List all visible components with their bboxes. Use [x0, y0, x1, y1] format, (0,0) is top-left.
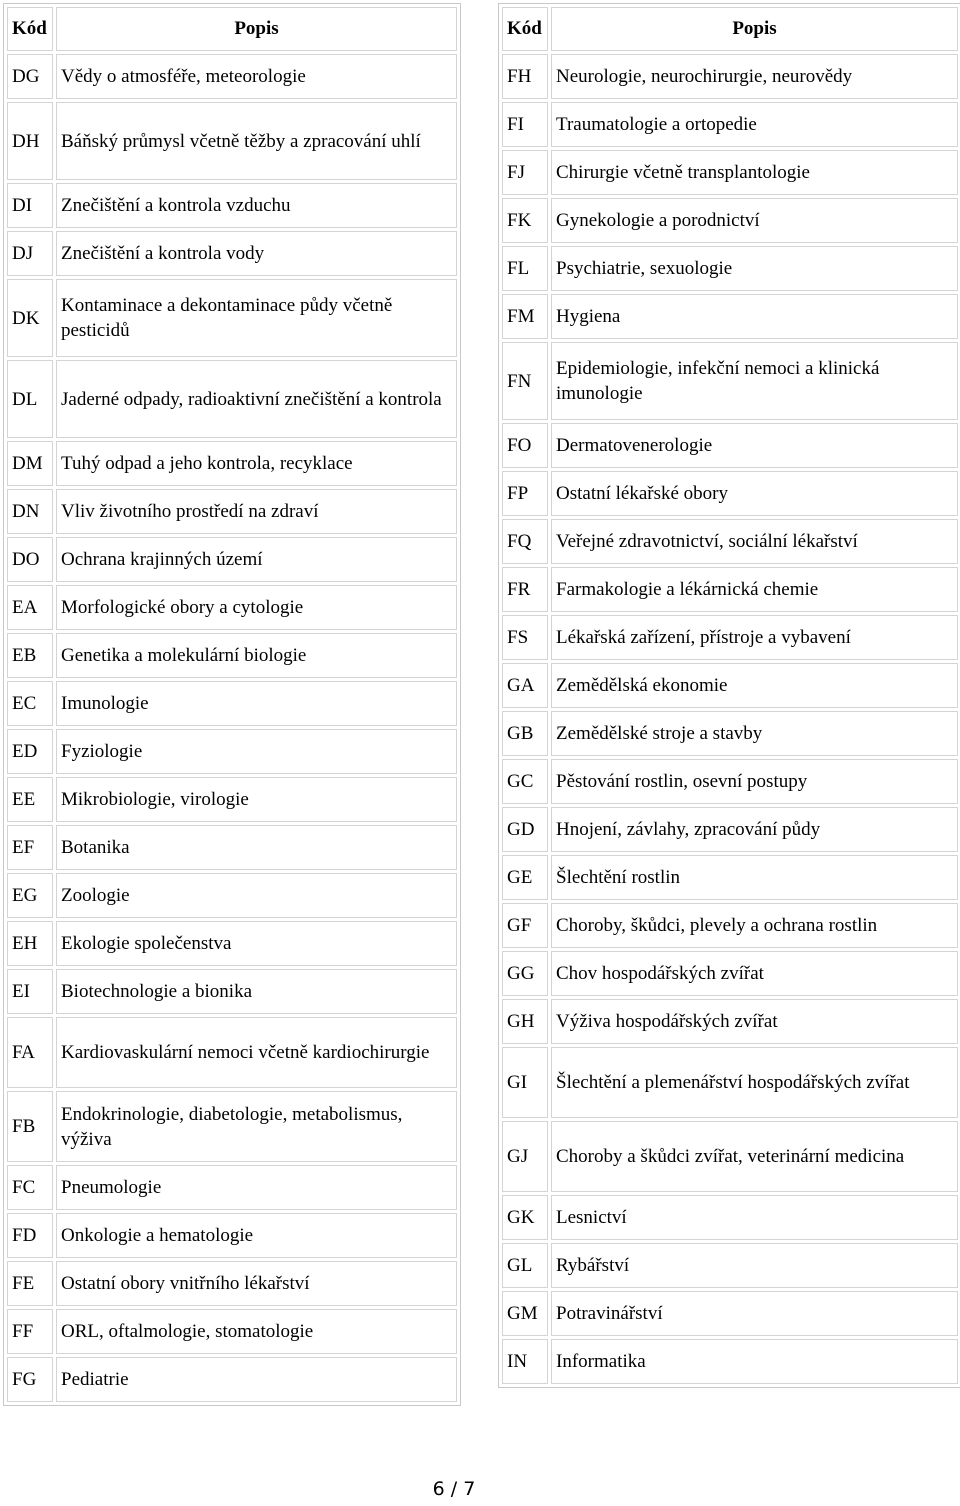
table-row — [502, 903, 958, 948]
row-code: FK — [502, 198, 548, 243]
row-description: Kardiovaskulární nemoci včetně kardiochirurgie — [56, 1017, 457, 1088]
row-code: FD — [7, 1213, 53, 1258]
row-description: Dermatovenerologie — [551, 423, 958, 468]
row-code: EF — [7, 825, 53, 870]
row-description: Výživa hospodářských zvířat — [551, 999, 958, 1044]
row-description: Genetika a molekulární biologie — [56, 633, 457, 678]
row-code: GG — [502, 951, 548, 996]
row-code: EE — [7, 777, 53, 822]
right-code-table — [498, 3, 960, 1388]
row-description: Šlechtění a plemenářství hospodářských zvířat — [551, 1047, 958, 1118]
row-code: DH — [7, 102, 53, 180]
row-description: Chov hospodářských zvířat — [551, 951, 958, 996]
table-row — [7, 1091, 457, 1162]
table-row — [7, 825, 457, 870]
row-description: Lesnictví — [551, 1195, 958, 1240]
row-description: Vědy o atmosféře, meteorologie — [56, 54, 457, 99]
row-code: DJ — [7, 231, 53, 276]
header-code: Kód — [502, 7, 548, 51]
table-row — [502, 1291, 958, 1336]
table-row — [7, 1165, 457, 1210]
table-row — [7, 231, 457, 276]
row-code: GK — [502, 1195, 548, 1240]
table-row — [502, 102, 958, 147]
row-description: Pediatrie — [56, 1357, 457, 1402]
table-row — [7, 1261, 457, 1306]
table-row — [502, 567, 958, 612]
row-description: Mikrobiologie, virologie — [56, 777, 457, 822]
row-description: Hnojení, závlahy, zpracování půdy — [551, 807, 958, 852]
table-row — [502, 150, 958, 195]
row-description: Traumatologie a ortopedie — [551, 102, 958, 147]
row-code: GI — [502, 1047, 548, 1118]
table-row — [7, 633, 457, 678]
row-description: Endokrinologie, diabetologie, metabolismus, výživa — [56, 1091, 457, 1162]
row-code: GC — [502, 759, 548, 804]
row-code: FC — [7, 1165, 53, 1210]
row-description: Jaderné odpady, radioaktivní znečištění a kontrola — [56, 360, 457, 438]
row-code: EC — [7, 681, 53, 726]
table-row — [7, 279, 457, 357]
table-row — [502, 1047, 958, 1118]
table-row — [502, 951, 958, 996]
row-description: Zemědělská ekonomie — [551, 663, 958, 708]
table-row — [502, 807, 958, 852]
row-description: Tuhý odpad a jeho kontrola, recyklace — [56, 441, 457, 486]
row-code: IN — [502, 1339, 548, 1384]
table-row — [502, 615, 958, 660]
row-description: Morfologické obory a cytologie — [56, 585, 457, 630]
table-row — [502, 198, 958, 243]
table-row — [502, 519, 958, 564]
row-description: Choroby, škůdci, plevely a ochrana rostlin — [551, 903, 958, 948]
row-description: Potravinářství — [551, 1291, 958, 1336]
row-code: ED — [7, 729, 53, 774]
row-code: EH — [7, 921, 53, 966]
table-row — [7, 873, 457, 918]
row-code: FL — [502, 246, 548, 291]
table-row — [7, 585, 457, 630]
row-description: Ostatní lékařské obory — [551, 471, 958, 516]
table-row — [7, 54, 457, 99]
row-description: Zoologie — [56, 873, 457, 918]
table-row — [502, 54, 958, 99]
row-description: Informatika — [551, 1339, 958, 1384]
row-description: Znečištění a kontrola vzduchu — [56, 183, 457, 228]
row-code: GM — [502, 1291, 548, 1336]
row-description: Chirurgie včetně transplantologie — [551, 150, 958, 195]
row-code: GA — [502, 663, 548, 708]
row-code: EB — [7, 633, 53, 678]
row-code: GB — [502, 711, 548, 756]
row-description: Psychiatrie, sexuologie — [551, 246, 958, 291]
table-row — [502, 1243, 958, 1288]
row-description: Kontaminace a dekontaminace půdy včetně pesticidů — [56, 279, 457, 357]
page-number: 6 / 7 — [432, 1478, 476, 1500]
row-code: GF — [502, 903, 548, 948]
row-description: Hygiena — [551, 294, 958, 339]
table-row — [7, 681, 457, 726]
table-row — [7, 360, 457, 438]
table-row — [7, 1357, 457, 1402]
table-row — [7, 777, 457, 822]
left-code-table — [3, 3, 461, 1406]
row-description: Neurologie, neurochirurgie, neurovědy — [551, 54, 958, 99]
row-code: EG — [7, 873, 53, 918]
row-code: FA — [7, 1017, 53, 1088]
table-row — [502, 294, 958, 339]
row-description: Znečištění a kontrola vody — [56, 231, 457, 276]
row-description: Fyziologie — [56, 729, 457, 774]
table-row — [502, 423, 958, 468]
table-header-row — [7, 7, 457, 51]
row-code: DK — [7, 279, 53, 357]
header-code: Kód — [7, 7, 53, 51]
table-row — [7, 921, 457, 966]
row-code: FN — [502, 342, 548, 420]
table-row — [502, 1121, 958, 1192]
row-description: Ochrana krajinných území — [56, 537, 457, 582]
left-table-body — [7, 54, 457, 1402]
row-description: Vliv životního prostředí na zdraví — [56, 489, 457, 534]
row-description: Veřejné zdravotnictví, sociální lékařství — [551, 519, 958, 564]
row-code: EI — [7, 969, 53, 1014]
row-description: Imunologie — [56, 681, 457, 726]
header-desc: Popis — [56, 7, 457, 51]
table-row — [7, 1017, 457, 1088]
table-row — [502, 855, 958, 900]
row-code: FI — [502, 102, 548, 147]
header-desc: Popis — [551, 7, 958, 51]
row-code: FB — [7, 1091, 53, 1162]
row-code: GE — [502, 855, 548, 900]
row-description: ORL, oftalmologie, stomatologie — [56, 1309, 457, 1354]
table-row — [502, 342, 958, 420]
row-code: EA — [7, 585, 53, 630]
row-description: Biotechnologie a bionika — [56, 969, 457, 1014]
row-code: FS — [502, 615, 548, 660]
row-code: FH — [502, 54, 548, 99]
table-row — [7, 489, 457, 534]
table-row — [7, 183, 457, 228]
row-code: FM — [502, 294, 548, 339]
row-code: DO — [7, 537, 53, 582]
row-description: Pěstování rostlin, osevní postupy — [551, 759, 958, 804]
row-description: Šlechtění rostlin — [551, 855, 958, 900]
row-code: GD — [502, 807, 548, 852]
row-description: Lékařská zařízení, přístroje a vybavení — [551, 615, 958, 660]
table-row — [502, 663, 958, 708]
row-code: FJ — [502, 150, 548, 195]
table-row — [502, 1339, 958, 1384]
table-row — [7, 1213, 457, 1258]
row-code: FP — [502, 471, 548, 516]
row-code: DM — [7, 441, 53, 486]
row-description: Epidemiologie, infekční nemoci a klinická imunologie — [551, 342, 958, 420]
row-description: Choroby a škůdci zvířat, veterinární medicina — [551, 1121, 958, 1192]
row-code: FO — [502, 423, 548, 468]
row-code: DI — [7, 183, 53, 228]
row-code: GJ — [502, 1121, 548, 1192]
row-description: Gynekologie a porodnictví — [551, 198, 958, 243]
table-row — [502, 759, 958, 804]
row-description: Onkologie a hematologie — [56, 1213, 457, 1258]
table-row — [502, 711, 958, 756]
row-code: GH — [502, 999, 548, 1044]
table-row — [502, 1195, 958, 1240]
table-row — [7, 1309, 457, 1354]
row-description: Zemědělské stroje a stavby — [551, 711, 958, 756]
row-code: DN — [7, 489, 53, 534]
row-description: Ostatní obory vnitřního lékařství — [56, 1261, 457, 1306]
row-description: Rybářství — [551, 1243, 958, 1288]
row-code: DL — [7, 360, 53, 438]
row-description: Farmakologie a lékárnická chemie — [551, 567, 958, 612]
table-header-row — [502, 7, 958, 51]
table-row — [7, 537, 457, 582]
row-code: GL — [502, 1243, 548, 1288]
table-row — [502, 246, 958, 291]
table-row — [7, 102, 457, 180]
table-row — [502, 999, 958, 1044]
row-description: Pneumologie — [56, 1165, 457, 1210]
row-code: DG — [7, 54, 53, 99]
right-table-body — [502, 54, 958, 1384]
row-code: FF — [7, 1309, 53, 1354]
table-row — [7, 729, 457, 774]
table-row — [7, 441, 457, 486]
table-row — [7, 969, 457, 1014]
row-code: FQ — [502, 519, 548, 564]
row-description: Ekologie společenstva — [56, 921, 457, 966]
row-description: Botanika — [56, 825, 457, 870]
table-row — [502, 471, 958, 516]
row-code: FR — [502, 567, 548, 612]
row-code: FG — [7, 1357, 53, 1402]
row-description: Báňský průmysl včetně těžby a zpracování uhlí — [56, 102, 457, 180]
row-code: FE — [7, 1261, 53, 1306]
